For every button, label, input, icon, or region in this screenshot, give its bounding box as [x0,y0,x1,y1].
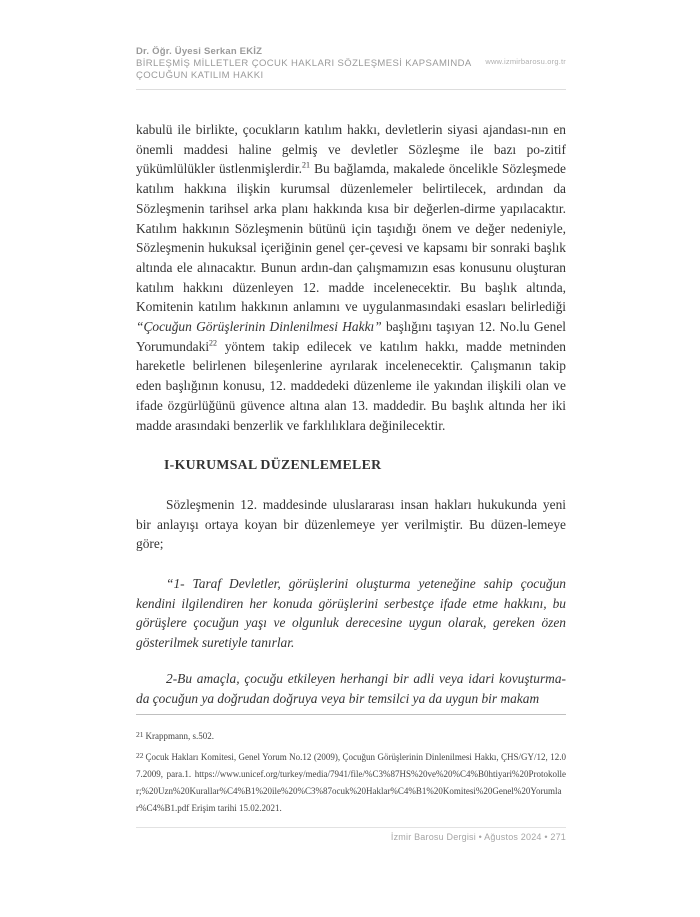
header-website: www.izmirbarosu.org.tr [485,57,566,66]
paragraph-intro [136,120,566,435]
footer-journal-info: İzmir Barosu Dergisi • Ağustos 2024 • 271 [390,832,566,842]
footnote-ref-22: 22 [209,338,218,348]
paragraph-intro-part-c: başlığını taşıyan 12. No.lu Genel Yorumundaki [136,319,566,354]
footnote-divider [136,714,566,715]
footnote-text: Krappmann, s.502. [145,731,214,741]
header-author: Dr. Öğr. Üyesi Serkan EKİZ [136,46,263,57]
paragraph-intro-part-b: Bu bağlamda, makalede öncelikle Sözleşmede katılım hakkına ilişkin kurumsal düzenlemeler belirtilecek, ardından da Sözleşmenin tarihsel arka planı hakkında kısa bir değerlen-dirme yapılacaktır. Katılım hakkının Sözleşmenin bütünü için taşıdığı önem ve değer nedeniyle, Sözleşmenin hukuksal içeriğinin genel çer-çevesi ve kapsamı bir sonraki başlık altında ele alınacaktır. Bunun ardın-dan çalışmamızın esas konusunu oluşturan katılım hakkını düzenleyen 12. madde incelenecektir. Bu başlık altında, Komitenin katılım hakkının anlamını ve uygulanmasındaki esasları belirlediği [136,161,566,315]
footnote-number: 22 [136,751,144,760]
article-body [136,120,566,708]
footnote-ref-21: 21 [301,160,310,170]
header-divider [136,89,566,90]
section-heading: I-KURUMSAL DÜZENLEMELER [164,457,382,473]
footnote-number: 21 [136,730,144,739]
quote-paragraph-1: “1- Taraf Devletler, görüşlerini oluşturma yeteneğine sahip çocuğun kendini ilgilendiren her konuda görüşlerini serbestçe ifade etme hakkını, bu görüşlere çocuğun yaşı ve olgunluk derecesine uygun olarak, gereken özen gösterilmek suretiyle tanırlar. [136,576,566,651]
footnote-text: Çocuk Hakları Komitesi, Genel Yorum No.12 (2009), Çocuğun Görüşlerinin Dinlenilmesi Hakkı, ÇHS/GY/12, 12.07.2009, para.1. https://www.unicef.org/turkey/media/7941/file/%C3%87HS%20ve%20%C4%B0htiyari%20Protokoller;%20Uzn%20Kurallar%C4%B1%20ile%20%C3%87ocuk%20Haklar%C4%B1%20Komitesi%20Genel%20Yorumlar%C4%B1.pdf Erişim tarihi 15.02.2021. [136,752,566,813]
header-title-line-1: BİRLEŞMİŞ MİLLETLER ÇOCUK HAKLARI SÖZLEŞMESİ KAPSAMINDA [136,58,472,69]
footnotes [136,726,566,819]
footnote-22 [136,747,566,817]
footer-divider [136,827,566,828]
quote-paragraph-2: 2-Bu amaçla, çocuğu etkileyen herhangi bir adli veya idari kovuşturma-da çocuğun ya doğrudan doğruya veya bir temsilci ya da uygun bir makam [136,670,566,706]
paragraph-intro-part-d: yöntem takip edilecek ve katılım hakkı, madde metninden hareketle belirlenen bileşenlerine ayrılarak incelenecektir. Çalışmanın takip eden başlığının konusu, 12. maddedeki düzenleme ile yakından ilişkili olan ve ifade özgürlüğünü güvence altına alan 13. maddedir. Bu başlık altında her iki madde arasındaki benzerlik ve farklılıklara değinilecektir. [136,338,566,433]
header-title-line-2: ÇOCUĞUN KATILIM HAKKI [136,69,264,81]
general-comment-title: “Çocuğun Görüşlerinin Dinlenilmesi Hakkı” [136,319,382,335]
footnote-21 [136,726,566,745]
paragraph-intro-part-a: kabulü ile birlikte, çocukların katılım hakkı, devletlerin siyasi ajandası-nın en önemli maddesi haline gelmiş ve devletler Sözleşme ile bazı po-zitif yükümlülükler üstlenmişlerdir. [136,122,566,177]
paragraph-article-12: Sözleşmenin 12. maddesinde uluslararası insan hakları hukukunda yeni bir anlayışı ortaya koyan bir düzenlemeye yer verilmiştir. Bu düzen-lemeye göre; [136,496,566,552]
